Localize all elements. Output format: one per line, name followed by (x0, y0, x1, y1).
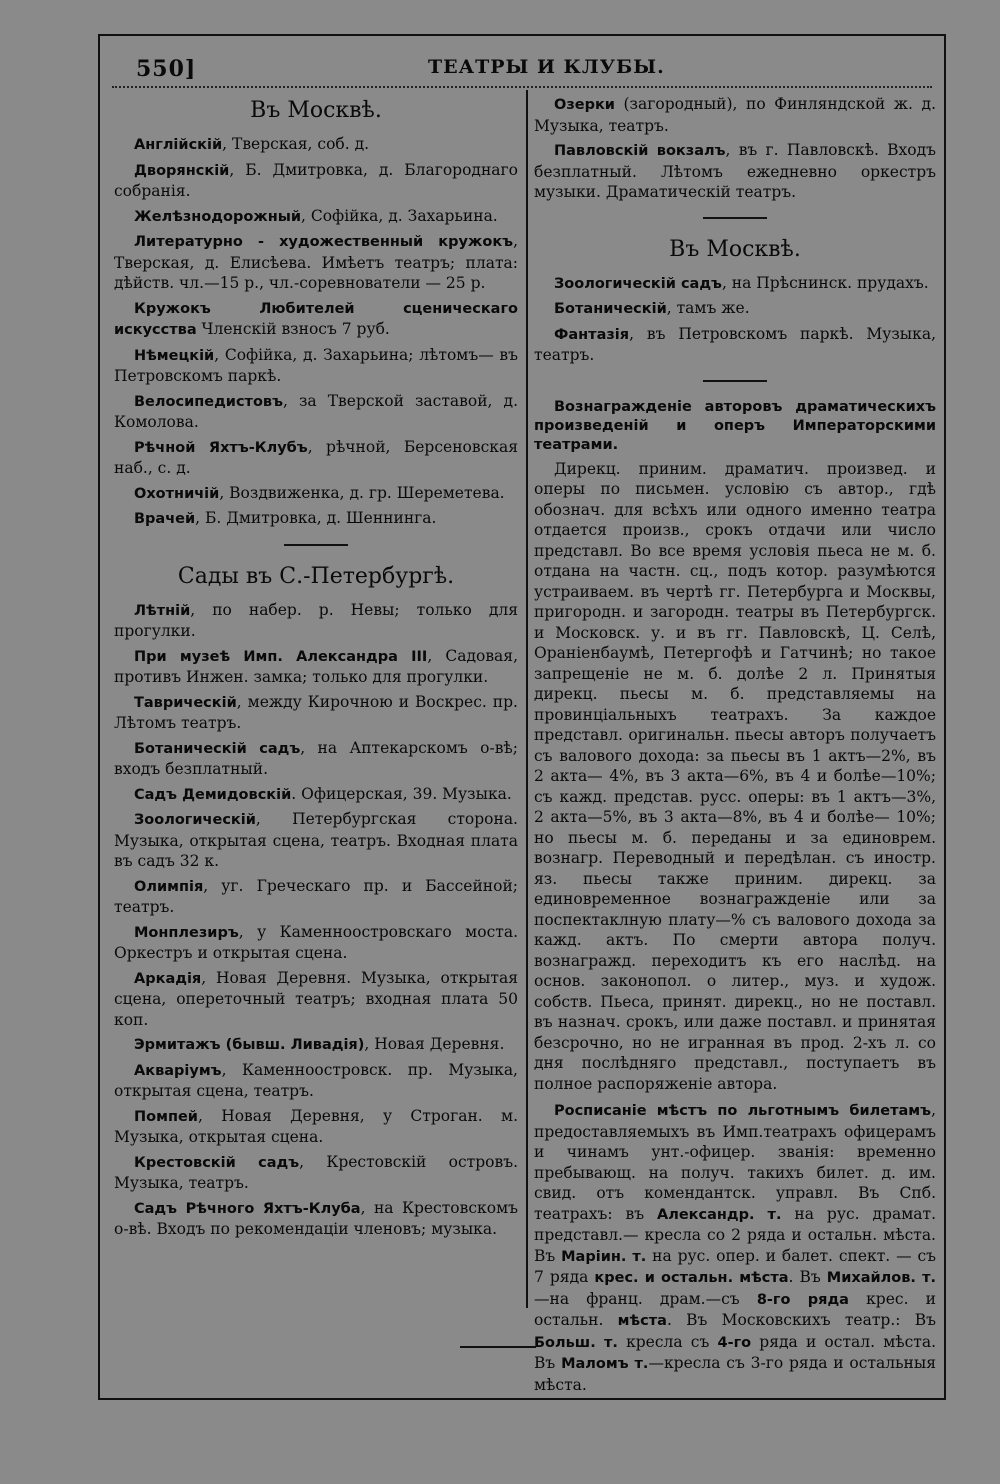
right-column (534, 94, 936, 1401)
garden-name: При музеѣ Имп. Александра III (134, 648, 428, 665)
garden-text: , на Аптекарскомъ о-вѣ; входъ безплатный. (114, 738, 518, 778)
seating-text: —кресла съ 3-го ряда и остальныя мѣста. (534, 1354, 936, 1394)
garden-name: Олимпія (134, 878, 204, 895)
seating-emph: крес. и остальн. мѣста (594, 1270, 789, 1286)
theatre-name: Михайлов. т. (826, 1270, 936, 1286)
club-text: , Софійка, д. Захарьина; лѣтомъ— въ Петровскомъ паркѣ. (114, 345, 518, 385)
garden-entry (114, 1198, 518, 1240)
seating-text: кресла съ (617, 1332, 718, 1351)
garden-text: , уг. Греческаго пр. и Бассейной; театръ. (114, 876, 518, 916)
club-name: Литературно - художественный кружокъ (134, 234, 514, 250)
garden-entry (114, 809, 518, 872)
garden-entry (114, 1106, 518, 1148)
heading-moscow-gardens: Въ Москвѣ. (669, 236, 801, 262)
reward-heading: Вознагражденіе авторовъ драматическихъ произведеній и оперъ Императорскими театрами. (534, 398, 936, 453)
club-text: , Тверская, соб. д. (222, 135, 370, 153)
garden-name: Зоологическій садъ (554, 275, 722, 292)
theatre-name: Маломъ т. (561, 1356, 649, 1372)
club-entry (114, 160, 518, 202)
club-text: , за Тверской заставой, д. Комолова. (114, 391, 518, 431)
garden-text: , тамъ же. (666, 299, 750, 317)
garden-text: , между Кирочною и Воскрес. пр. Лѣтомъ театръ. (114, 692, 518, 732)
seating-emph: 4-го (717, 1334, 752, 1351)
seating-text: крес. и остальн. (534, 1289, 937, 1329)
garden-text: , у Каменноостровскаго моста. Оркестръ и открытая сцена. (114, 922, 518, 962)
header-rule (112, 86, 932, 88)
garden-name: Помпей (134, 1108, 198, 1125)
seating-schedule-title: Росписаніе мѣстъ по льготнымъ билетамъ (554, 1103, 932, 1119)
garden-text: , Петербургская сторона. Музыка, открытая сцена, театръ. Входная плата въ садъ 32 к. (114, 810, 518, 870)
garden-entry (534, 298, 936, 320)
club-entry (114, 483, 518, 505)
seating-schedule (534, 1100, 936, 1395)
club-entry (114, 231, 518, 294)
club-name: Нѣмецкій (134, 347, 215, 364)
club-name: Дворянскій (134, 162, 230, 179)
left-column (114, 94, 518, 1244)
garden-text: , въ г. Павловскѣ. Входъ безплатный. Лѣтомъ ежедневно оркестръ музыки. Драматическій театръ. (534, 141, 936, 201)
section-rule (703, 380, 767, 382)
garden-name: Лѣтній (134, 602, 191, 619)
garden-entry (114, 922, 518, 964)
garden-text: , по набер. р. Невы; только для прогулки. (114, 600, 518, 640)
garden-entry (534, 140, 936, 203)
section-rule (703, 217, 767, 219)
garden-name: Монплезиръ (134, 924, 239, 941)
garden-text: , на Прѣснинск. прудахъ. (721, 273, 929, 292)
seating-text: на рус. опер. и балет. спект. — съ 7 ряда (534, 1246, 936, 1286)
club-text: , Софійка, д. Захарьина. (301, 206, 498, 225)
club-name: Кружокъ Любителей сценическаго искусства (114, 300, 518, 338)
seating-text: ряда и остал. мѣста. Въ (534, 1332, 937, 1372)
footer-rule (460, 1346, 536, 1348)
club-name: Велосипедистовъ (134, 393, 283, 410)
garden-name: Фантазія (554, 326, 630, 343)
garden-name: Зоологическій (134, 812, 256, 828)
garden-name: Таврическій (134, 694, 237, 711)
garden-text: , Садовая, противъ Инжен. замка; только для прогулки. (114, 646, 518, 686)
garden-text: . Офицерская, 39. Музыка. (291, 784, 512, 803)
garden-name: Садъ Рѣчного Яхтъ-Клуба (134, 1200, 361, 1217)
garden-name: Аркадія (134, 970, 202, 987)
garden-entry (114, 1152, 518, 1194)
seating-text: . Въ (788, 1268, 827, 1286)
club-name: Англійскій (134, 137, 223, 153)
seating-text: , предоставляемыхъ въ Имп.театрахъ офицерамъ и чинамъ унт.-офицер. званія: временно пребывающ. на получ. такихъ билет. д. им. свид. отъ комендантск. управл. Въ Спб. театрахъ: въ (534, 1101, 936, 1223)
garden-entry (114, 876, 518, 918)
club-text: Членскій взносъ 7 руб. (196, 320, 390, 338)
garden-entry (114, 646, 518, 688)
heading-gardens-spb: Сады въ С.-Петербургѣ. (177, 563, 455, 589)
club-name: Желѣзнодорожный (134, 208, 302, 225)
garden-entry (114, 968, 518, 1031)
page-header (136, 52, 936, 86)
reward-text: Дирекц. приним. драматич. произвед. и оперы по письмен. условію съ автор., гдѣ обознач. для всѣхъ или одного именно театра отдается произв., срокъ отдачи или число представл. Во все время условія пьеса не м. б. отдана на частн. сц., подъ котор. разумѣются устраиваем. въ чертѣ гг. Петербурга и Москвы, пригородн. и загородн. театры въ Петербургск. и Московск. у. и въ гг. Павловскѣ, Ц. Селѣ, Ораніенбаумѣ, Петергофѣ и Гатчинѣ; но такое запрещеніе не м. б. долѣе 2 л. Принятыя дирекц. пьесы м. б. представляемы на провинціальныхъ театрахъ. За каждое представл. оригинальн. пьесы авторъ получаетъ съ валового дохода: за пьесы въ 1 актъ—2%, въ 2 акта— 4%, въ 3 акта—6%, въ 4 и болѣе—10%; съ кажд. представ. русс. оперы: въ 1 актъ—3%, 2 акта—5%, въ 3 акта—8%, въ 4 и болѣе— 10%; но пьесы м. б. переданы и за единоврем. вознагр. Переводный и передѣлан. съ иностр. яз. пьесы также приним. дирекц. за единовременное вознагражденіе или за поспектаклную плату—% съ валового дохода за кажд. актъ. По смерти автора получ. вознагражд. переходитъ къ его наслѣд. на основ. законопол. о литер., муз. и худож. собств. Пьеса, принят. дирекц., но не поставл. въ назнач. срокъ, или даже поставл. и принятая безсрочно, но не игранная въ прод. 2-хъ л. со дня послѣдняго представл., поступаетъ въ полное распоряженіе автора. (534, 459, 936, 1093)
garden-text: , на Крестовскомъ о-вѣ. Входъ по рекомендаціи членовъ; музыка. (114, 1198, 518, 1238)
garden-entry (534, 324, 936, 366)
club-name: Охотничій (134, 485, 220, 502)
theatre-name: Больш. т. (534, 1334, 618, 1351)
club-entry (114, 345, 518, 387)
club-name: Рѣчной Яхтъ-Клубъ (134, 439, 308, 456)
seating-text: на рус. драмат. представл.— кресла со 2 ряда и остальн. мѣста. Въ (534, 1204, 936, 1265)
club-name: Врачей (134, 511, 196, 527)
club-text: , рѣчной, Берсеновская наб., с. д. (114, 437, 518, 477)
page-number: 550] (136, 56, 197, 82)
garden-name: Садъ Демидовскій (134, 786, 292, 803)
garden-text: , въ Петровскомъ паркѣ. Музыка, театръ. (534, 324, 936, 364)
club-entry (114, 391, 518, 433)
seating-emph: 8-го ряда (756, 1291, 849, 1308)
club-entry (114, 298, 518, 341)
garden-entry (534, 273, 936, 295)
garden-entry (114, 1060, 518, 1102)
garden-text: , Новая Деревня. Музыка, открытая сцена, опереточный театръ; входная плата 50 коп. (114, 968, 518, 1029)
club-text: , Б. Дмитровка, д. Шеннинга. (195, 509, 437, 527)
garden-text: , Новая Деревня, у Строган. м. Музыка, открытая сцена. (114, 1106, 518, 1146)
club-text: , Воздвиженка, д. гр. Шереметева. (219, 483, 505, 502)
garden-name: Ботаническій садъ (134, 740, 301, 757)
garden-name: Павловскій вокзалъ (554, 143, 726, 159)
garden-name: Озерки (554, 97, 615, 113)
garden-entry (114, 738, 518, 780)
garden-entry (114, 1034, 518, 1056)
garden-name: Крестовскій садъ (134, 1154, 300, 1171)
garden-entry (534, 94, 936, 136)
seating-text: . Въ Московскихъ театр.: Въ (666, 1311, 936, 1329)
garden-text: , Каменноостровск. пр. Музыка, открытая сцена, театръ. (114, 1060, 518, 1100)
garden-entry (114, 784, 518, 806)
club-entry (114, 508, 518, 530)
theatre-name: Маріин. т. (561, 1248, 647, 1265)
club-text: , Б. Дмитровка, д. Благороднаго собранія. (114, 160, 518, 200)
club-entry (114, 206, 518, 228)
section-rule (284, 544, 348, 546)
seating-emph: мѣста (617, 1313, 667, 1329)
heading-moscow-clubs: Въ Москвѣ. (250, 98, 382, 123)
garden-entry (114, 692, 518, 734)
column-divider (526, 90, 528, 1308)
garden-entry (114, 600, 518, 642)
club-text: , Тверская, д. Елисѣева. Имѣетъ театръ; плата: дѣйств. чл.—15 р., чл.-соревнователи — 25 р. (114, 232, 518, 292)
club-entry (114, 437, 518, 479)
garden-text: , Новая Деревня. (364, 1035, 505, 1053)
garden-text: , Крестовскій островъ. Музыка, театръ. (114, 1152, 518, 1192)
garden-name: Эрмитажъ (бывш. Ливадія) (134, 1037, 365, 1053)
garden-text: (загородный), по Финляндской ж. д. Музыка, театръ. (534, 95, 936, 135)
garden-name: Ботаническій (554, 301, 667, 317)
seating-text: —на франц. драм.—съ (534, 1289, 757, 1308)
theatre-name: Александр. т. (657, 1206, 782, 1223)
club-entry (114, 134, 518, 156)
garden-name: Акваріумъ (134, 1062, 222, 1079)
running-title: ТЕАТРЫ И КЛУБЫ. (428, 56, 665, 78)
